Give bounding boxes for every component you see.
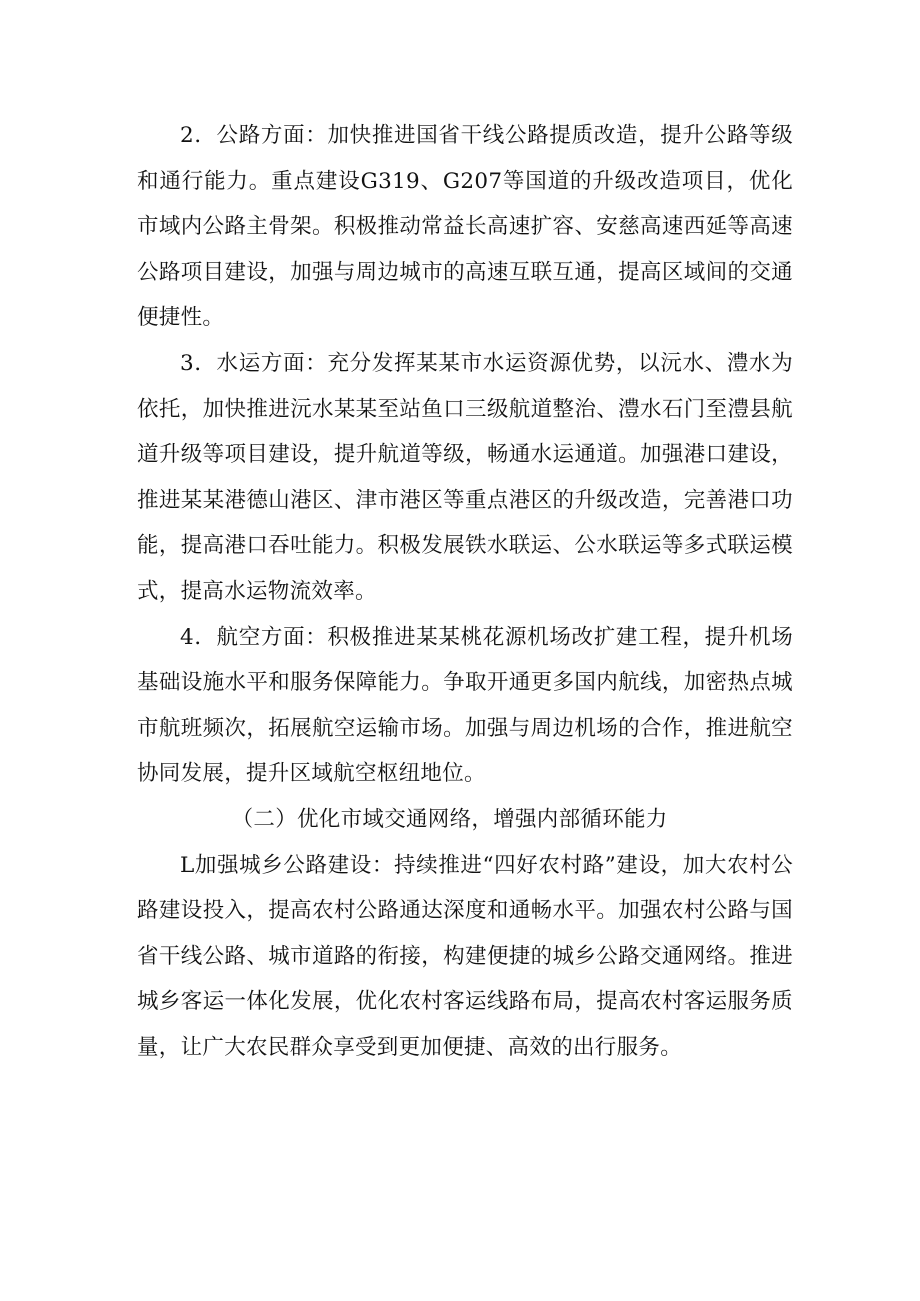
section-heading: （二）优化市域交通网络，增强内部循环能力 (231, 806, 668, 832)
paragraph-waterway: 3．水运方面：充分发挥某某市水运资源优势，以沅水、澧水为依托，加快推进沅水某某至站鱼口三级航道整治、澧水石门至澧县航道升级等项目建设，提升航道等级，畅通水运通道。加强港口建设，推进某某港德山港区、津市港区等重点港区的升级改造，完善港口功能，提高港口吞吐能力。积极发展铁水联运、公水联运等多式联运模式，提高水运物流效率。 (137, 350, 793, 604)
paragraph-aviation: 4．航空方面：积极推进某某桃花源机场改扩建工程，提升机场基础设施水平和服务保障能力。争取开通更多国内航线，加密热点城市航班频次，拓展航空运输市场。加强与周边机场的合作，推进航空协同发展，提升区域航空枢纽地位。 (137, 624, 793, 787)
paragraph-urban-rural-roads: L加强城乡公路建设：持续推进“四好农村路”建设，加大农村公路建设投入，提高农村公路通达深度和通畅水平。加强农村公路与国省干线公路、城市道路的衔接，构建便捷的城乡公路交通网络。推进城乡客运一体化发展，优化农村客运线路布局，提高农村客运服务质量，让广大农民群众享受到更加便捷、高效的出行服务。 (137, 852, 793, 1060)
paragraph-highway: 2．公路方面：加快推进国省干线公路提质改造，提升公路等级和通行能力。重点建设G319、G207等国道的升级改造项目，优化市域内公路主骨架。积极推动常益长高速扩容、安慈高速西延等高速公路项目建设，加强与周边城市的高速互联互通，提高区域间的交通便捷性。 (137, 123, 793, 331)
document-body (137, 113, 793, 1070)
